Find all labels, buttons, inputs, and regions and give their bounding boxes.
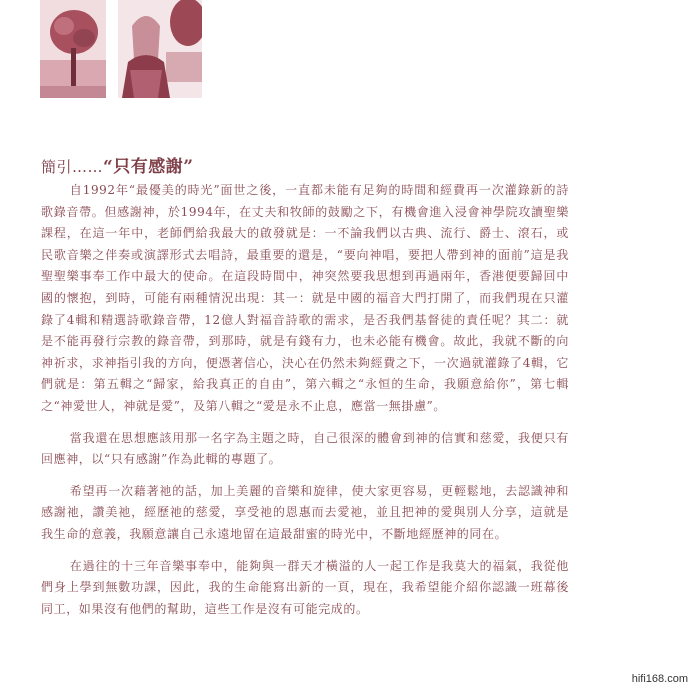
header-photos (40, 0, 202, 98)
paragraph-1: 自1992年“最優美的時光”面世之後，一直都未能有足夠的時間和經費再一次灌錄新的詩歌錄音帶。但感謝神，於1994年，在丈夫和牧師的鼓勵之下，有機會進入浸會神學院攻讀聖樂課程，在這一年中，老師們給我最大的啟發就是：一不論我們以古典、流行、爵士、滾石，或民歌音樂之伴奏或演譯形式去唱詩，最重要的還是，“要向神唱，要把人帶到神的面前”這是我聖聖樂事奉工作中最大的使命。在這段時間中，神突然要我思想到再過兩年，香港便要歸回中國的懷抱，到時，可能有兩種情況出現：其一：就是中國的福音大門打開了，而我們現在只灌錄了4輯和精選詩歌錄音帶，12億人對福音詩歌的需求，是否我們基督徒的責任呢？其二：就是不能再發行宗教的錄音帶，到那時，就是有錢有力，也未必能有機會。故此，我就不斷的向神祈求，求神指引我的方向，便憑著信心，決心在仍然未夠經費之下，一次過就灌錄了4輯，它們就是：第五輯之“歸家，給我真正的自由”，第六輯之“永恒的生命，我願意給你”，第七輯之“神愛世人，神就是愛”，及第八輯之“愛是永不止息，應當一無掛慮”。 (41, 183, 569, 413)
watermark: hifi168.com (631, 673, 688, 685)
paragraph-3: 希望再一次藉著祂的話，加上美麗的音樂和旋律，使大家更容易，更輕鬆地，去認識神和感謝祂，讚美祂，經歷祂的慈愛，享受祂的恩惠而去愛祂，並且把神的愛與別人分享，這就是我生命的意義，我願意讓自己永遠地留在這最甜蜜的時光中，不斷地經歷神的同在。 (41, 483, 569, 541)
tree-photo (40, 0, 106, 98)
title-lead: 簡引…… (41, 158, 104, 176)
portrait-photo (118, 0, 202, 98)
page-title (41, 152, 194, 177)
paragraph-4: 在過往的十三年音樂事奉中，能夠與一群天才橫溢的人一起工作是我莫大的福氣，我從他們身上學到無數功課，因此，我的生命能寫出新的一頁，現在，我希望能介紹你認識一班幕後同工，如果沒有他們的幫助，這些工作是沒有可能完成的。 (41, 558, 569, 616)
intro-body (41, 180, 569, 630)
paragraph-2: 當我還在思想應該用那一名字為主題之時，自己很深的體會到神的信實和慈愛，我便只有回應神，以“只有感謝”作為此輯的專題了。 (41, 430, 569, 467)
title-main: “只有感謝” (103, 157, 194, 177)
